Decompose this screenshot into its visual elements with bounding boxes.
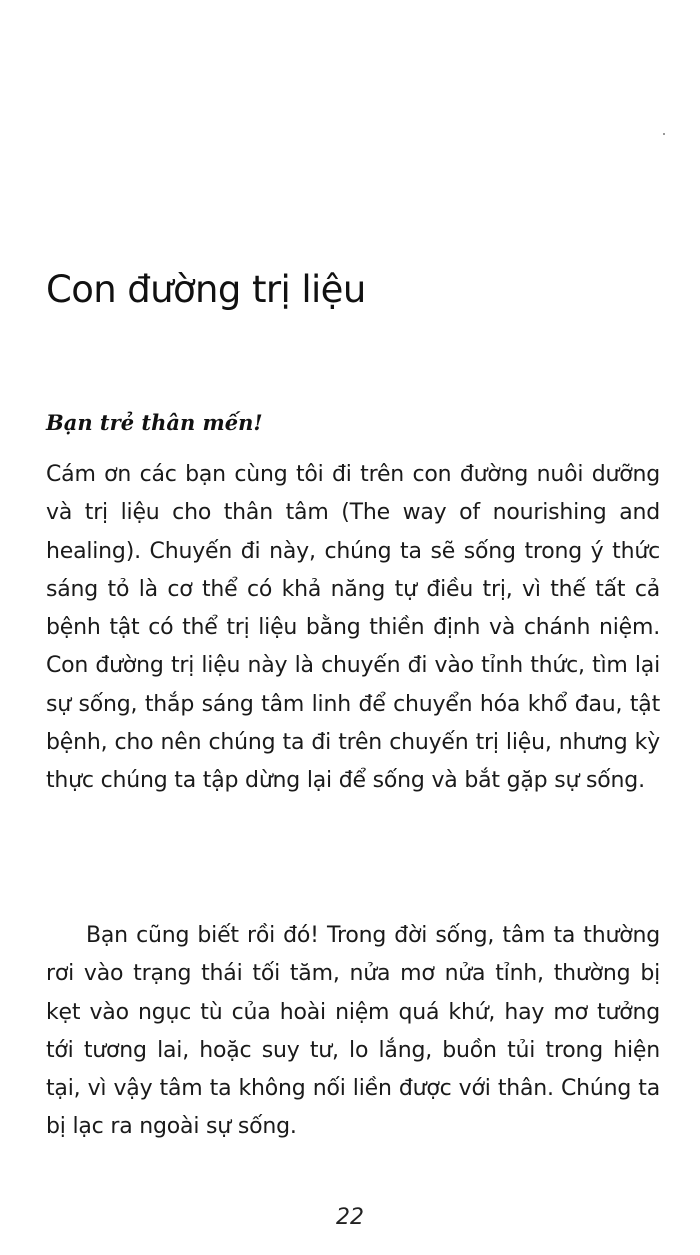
page-number: 22 [336,1205,364,1230]
letter-greeting: Bạn trẻ thân mến! [46,410,263,435]
scan-speck [663,133,665,135]
chapter-title: Con đường trị liệu [46,268,366,311]
body-paragraph-1: Cám ơn các bạn cùng tôi đi trên con đường nuôi dưỡng và trị liệu cho thân tâm (The way of nourishing and healing). Chuyến đi này, chúng ta sẽ sống trong ý thức sáng tỏ là cơ thể có khả năng tự điều trị, vì thế tất cả bệnh tật có thể trị liệu bằng thiền định và chánh niệm. Con đường trị liệu này là chuyến đi vào tỉnh thức, tìm lại sự sống, thắp sáng tâm linh để chuyển hóa khổ đau, tật bệnh, cho nên chúng ta đi trên chuyến trị liệu, nhưng kỳ thực chúng ta tập dừng lại để sống và bắt gặp sự sống. [46,462,660,794]
body-paragraph-2: Bạn cũng biết rồi đó! Trong đời sống, tâm ta thường rơi vào trạng thái tối tăm, nửa mơ nửa tỉnh, thường bị kẹt vào ngục tù của hoài niệm quá khứ, hay mơ tưởng tới tương lai, hoặc suy tư, lo lắng, buồn tủi trong hiện tại, vì vậy tâm ta không nối liền được với thân. Chúng ta bị lạc ra ngoài sự sống. [46,923,660,1140]
